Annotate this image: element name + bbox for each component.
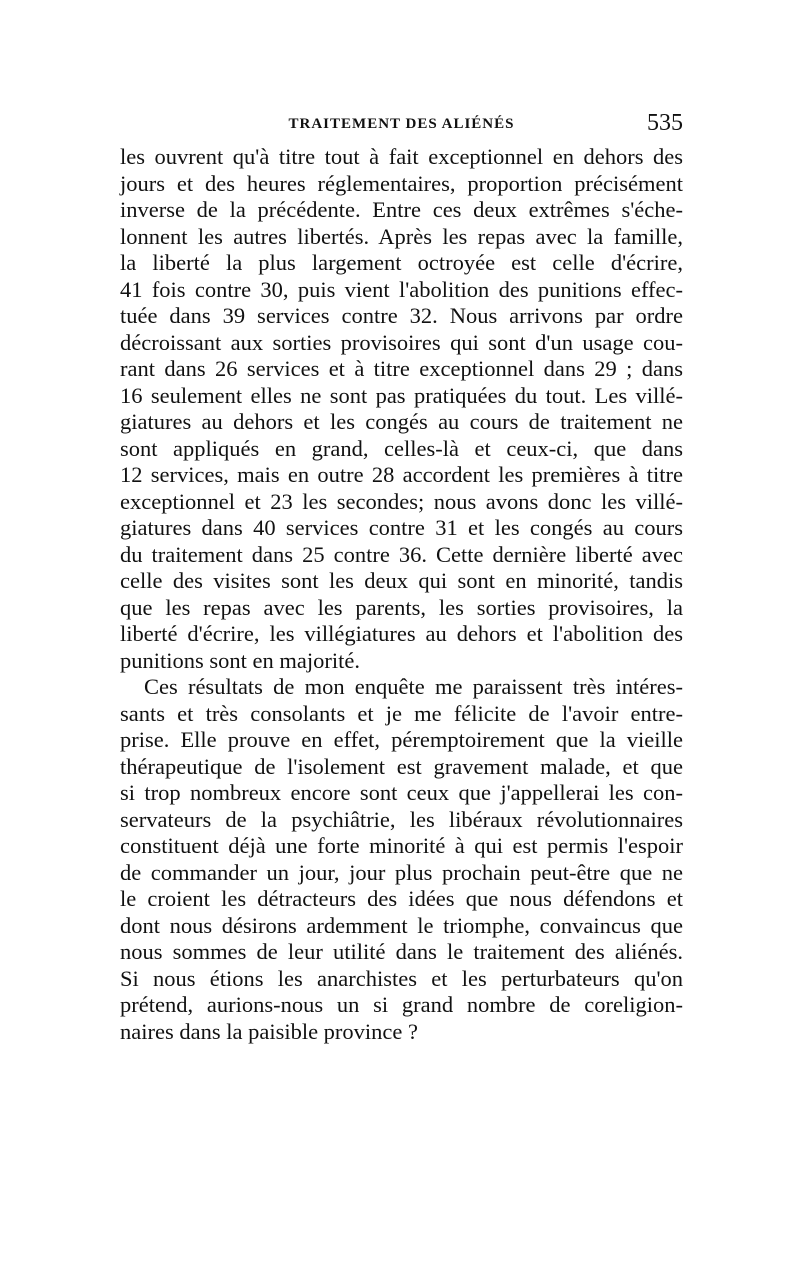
text-line: que les repas avec les parents, les sorties provisoires, la xyxy=(120,594,683,620)
text-line: naires dans la paisible province ? xyxy=(120,1018,419,1044)
text-line: lonnent les autres libertés. Après les repas avec la famille, xyxy=(120,223,683,249)
text-line: Ces résultats de mon enquête me paraissent très intéres- xyxy=(144,674,683,699)
text-line: giatures dans 40 services contre 31 et les congés au cours xyxy=(120,515,683,540)
text-line: le croient les détracteurs des idées que nous défendons et xyxy=(120,886,683,911)
text-line: constituent déjà une forte minorité à qui est permis l'espoir xyxy=(120,833,683,858)
text-line: si trop nombreux encore sont ceux que j'appellerai les con- xyxy=(120,780,683,805)
text-line: servateurs de la psychiâtrie, les libéraux révolutionnaires xyxy=(120,806,683,832)
text-line: celle des visites sont les deux qui sont en minorité, tandis xyxy=(120,568,683,593)
text-line: sont appliqués en grand, celles-là et ceux-ci, que dans xyxy=(120,435,683,461)
text-line: nous sommes de leur utilité dans le traitement des aliénés. xyxy=(120,939,683,964)
text-line: thérapeutique de l'isolement est gravement malade, et que xyxy=(120,753,683,779)
paragraph xyxy=(120,144,683,674)
running-head xyxy=(120,104,683,144)
text-line: inverse de la précédente. Entre ces deux extrêmes s'éche- xyxy=(120,197,683,222)
body-text xyxy=(120,144,683,1045)
text-line: rant dans 26 services et à titre exceptionnel dans 29 ; dans xyxy=(120,356,683,381)
text-line: tuée dans 39 services contre 32. Nous arrivons par ordre xyxy=(120,303,683,328)
book-page xyxy=(120,104,683,1045)
text-line: 12 services, mais en outre 28 accordent les premières à titre xyxy=(120,462,683,487)
page-number: 535 xyxy=(647,110,683,136)
running-title: TRAITEMENT DES ALIÉNÉS xyxy=(288,116,515,132)
text-line: 16 seulement elles ne sont pas pratiquées du tout. Les villé- xyxy=(120,382,683,408)
text-line: 41 fois contre 30, puis vient l'abolition des punitions effec- xyxy=(120,276,683,302)
text-line: sants et très consolants et je me félicite de l'avoir entre- xyxy=(120,700,683,726)
text-line: jours et des heures réglementaires, proportion précisément xyxy=(120,170,683,196)
paragraph xyxy=(120,674,683,1045)
text-line: prétend, aurions-nous un si grand nombre de coreligion- xyxy=(120,992,683,1017)
text-line: les ouvrent qu'à titre tout à fait exceptionnel en dehors des xyxy=(120,144,683,169)
text-line: Si nous étions les anarchistes et les perturbateurs qu'on xyxy=(120,965,683,991)
text-line: exceptionnel et 23 les secondes; nous avons donc les villé- xyxy=(120,488,683,514)
text-line: prise. Elle prouve en effet, péremptoirement que la vieille xyxy=(120,727,683,752)
text-line: giatures au dehors et les congés au cours de traitement ne xyxy=(120,409,683,434)
text-line: punitions sont en majorité. xyxy=(120,647,360,673)
text-line: la liberté la plus largement octroyée est celle d'écrire, xyxy=(120,250,683,275)
text-line: liberté d'écrire, les villégiatures au dehors et l'abolition des xyxy=(120,621,683,646)
text-line: de commander un jour, jour plus prochain peut-être que ne xyxy=(120,859,683,885)
text-line: dont nous désirons ardemment le triomphe, convaincus que xyxy=(120,912,683,938)
text-line: décroissant aux sorties provisoires qui sont d'un usage cou- xyxy=(120,329,683,355)
text-line: du traitement dans 25 contre 36. Cette dernière liberté avec xyxy=(120,541,683,567)
